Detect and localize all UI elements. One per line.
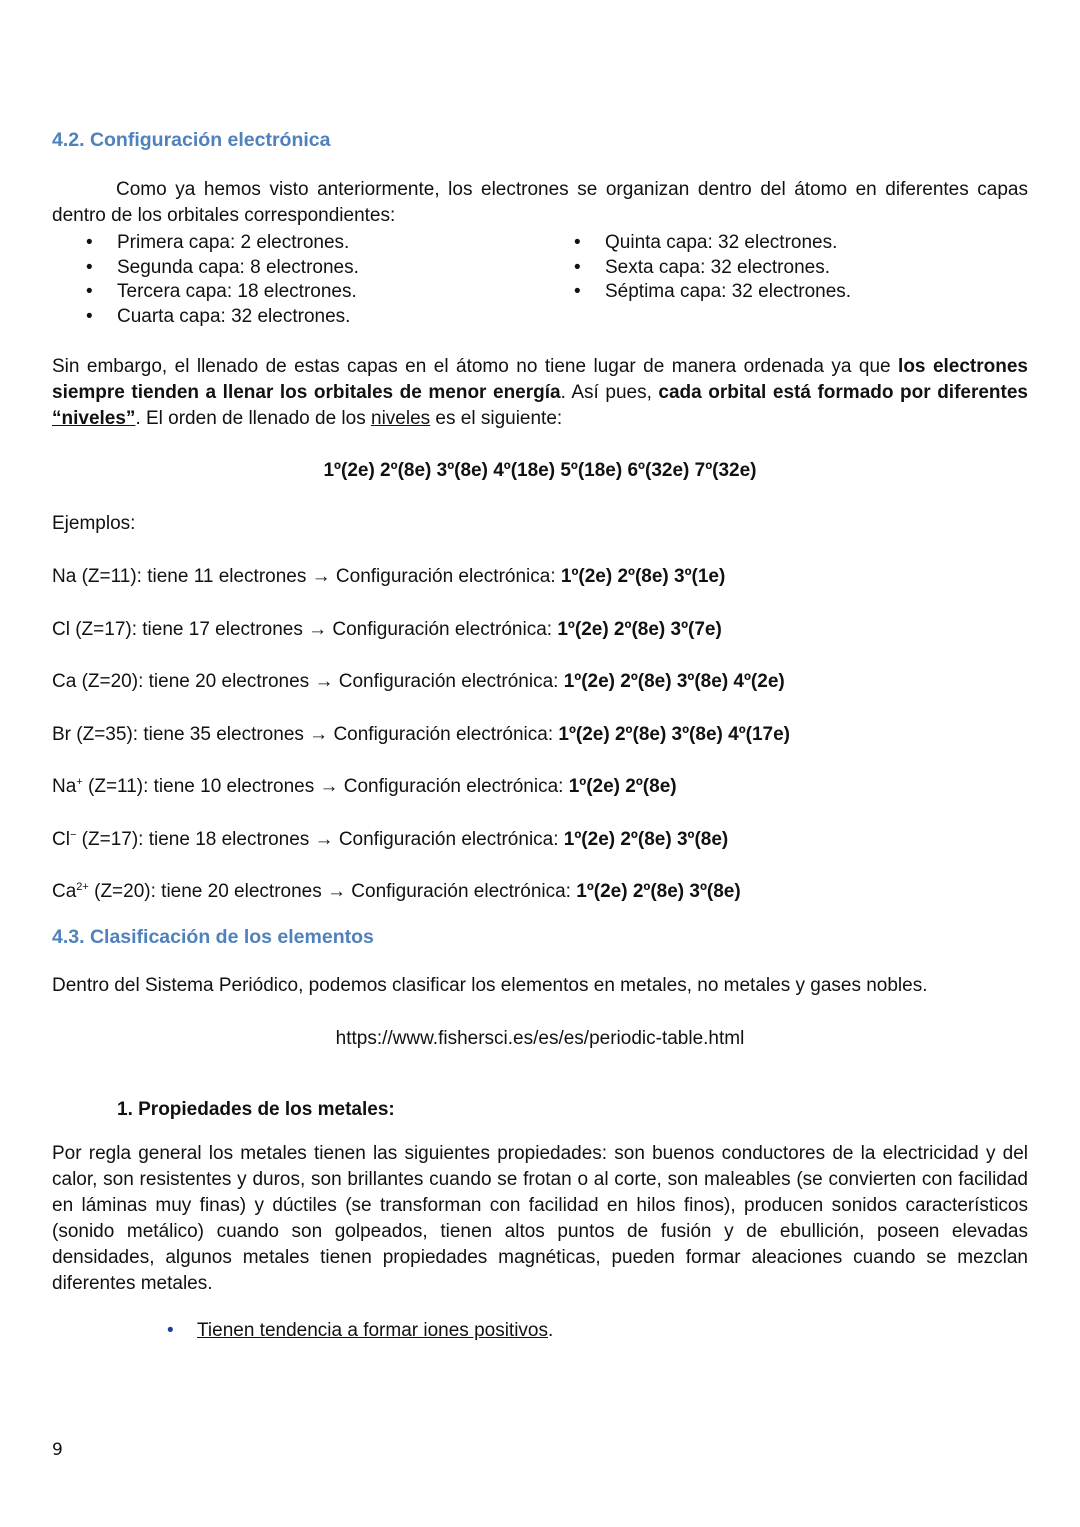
section-heading-4-2: 4.2. Configuración electrónica	[52, 129, 331, 151]
example-line	[52, 829, 1028, 851]
filling-paragraph	[52, 354, 1028, 432]
ion-charge: −	[69, 828, 77, 841]
example-text: (Z=17): tiene 17 electrones → Configuración electrónica:	[69, 618, 558, 640]
text: Sin embargo, el llenado de estas capas en el átomo no tiene lugar de manera ordenada ya que	[52, 356, 899, 377]
classification-intro: Dentro del Sistema Periódico, podemos clasificar los elementos en metales, no metales y gases nobles.	[52, 975, 928, 996]
electron-configuration: 1º(2e) 2º(8e)	[568, 776, 677, 797]
example-text: (Z=20): tiene 20 electrones → Configuración electrónica:	[76, 671, 564, 692]
metals-subheading: 1. Propiedades de los metales:	[117, 1099, 395, 1120]
metals-bullet	[52, 1320, 1028, 1342]
electron-configuration: 1º(2e) 2º(8e) 3º(7e)	[557, 618, 722, 640]
element-symbol: Br	[52, 723, 71, 745]
example-text: (Z=35): tiene 35 electrones → Configuración electrónica:	[71, 723, 559, 745]
shell-list-right	[540, 231, 1028, 329]
shell-capacity-lists	[52, 231, 1028, 329]
section-heading-4-3: 4.3. Clasificación de los elementos	[52, 926, 374, 948]
example-line	[52, 671, 1028, 693]
text: es el siguiente:	[430, 408, 563, 429]
electron-configuration: 1º(2e) 2º(8e) 3º(1e)	[560, 566, 726, 587]
element-symbol: Cl	[52, 828, 70, 850]
examples-label: Ejemplos:	[52, 513, 136, 534]
element-symbol: Ca	[52, 671, 77, 692]
example-line	[52, 776, 1028, 798]
emphasis: los electrones siempre tienden a llenar los orbitales de menor energía	[52, 356, 1028, 403]
list-item: • Segunda capa: 8 electrones.	[52, 256, 540, 281]
element-symbol: Na	[52, 566, 77, 587]
list-item: • Séptima capa: 32 electrones.	[540, 280, 1028, 305]
underlined-text: niveles	[371, 408, 431, 429]
list-item: • Cuarta capa: 32 electrones.	[52, 305, 540, 330]
electron-configuration: 1º(2e) 2º(8e) 3º(8e)	[563, 828, 729, 850]
example-text: (Z=17): tiene 18 electrones → Configuración electrónica:	[76, 828, 564, 850]
electron-configuration: 1º(2e) 2º(8e) 3º(8e)	[576, 881, 741, 902]
element-symbol: Cl	[52, 618, 70, 640]
bullet-icon: •	[167, 1320, 174, 1341]
element-symbol: Ca	[52, 881, 77, 902]
list-item: • Tercera capa: 18 electrones.	[52, 280, 540, 305]
shell-list-left	[52, 231, 540, 329]
intro-paragraph: Como ya hemos visto anteriormente, los electrones se organizan dentro del átomo en diferentes capas dentro de los orbitales correspondientes:	[52, 179, 1028, 226]
emphasis: cada orbital está formado por diferentes	[658, 382, 1028, 403]
example-text: (Z=11): tiene 11 electrones → Configuración electrónica:	[76, 566, 561, 587]
example-line	[52, 619, 1028, 641]
filling-order: 1º(2e) 2º(8e) 3º(8e) 4º(18e) 5º(18e) 6º(32e) 7º(32e)	[323, 460, 757, 481]
periodic-table-link[interactable]: https://www.fishersci.es/es/es/periodic-table.html	[335, 1028, 745, 1049]
text: .	[548, 1320, 554, 1341]
element-symbol: Na	[52, 776, 77, 797]
example-line	[52, 881, 1028, 903]
electron-configuration: 1º(2e) 2º(8e) 3º(8e) 4º(17e)	[558, 723, 790, 745]
bullet-text: Tienen tendencia a formar iones positivos	[197, 1320, 548, 1341]
example-text: (Z=20): tiene 20 electrones → Configuración electrónica:	[88, 881, 577, 902]
example-text: (Z=11): tiene 10 electrones → Configuración electrónica:	[82, 776, 569, 797]
ion-charge: +	[76, 776, 83, 788]
electron-configuration: 1º(2e) 2º(8e) 3º(8e) 4º(2e)	[563, 671, 785, 692]
list-item: • Primera capa: 2 electrones.	[52, 231, 540, 256]
example-line	[52, 566, 1028, 588]
example-line	[52, 724, 1028, 746]
emphasis-underlined: “niveles”	[52, 408, 136, 429]
list-item: • Quinta capa: 32 electrones.	[540, 231, 1028, 256]
text: . El orden de llenado de los	[135, 408, 371, 429]
ion-charge: 2+	[76, 881, 89, 893]
metals-properties-paragraph: Por regla general los metales tienen las siguientes propiedades: son buenos conductores de la electricidad y del calor, son resistentes y duros, son brillantes cuando se frotan o al corte, son maleables (se convierten con facilidad en láminas muy finas) y dúctiles (se transforman con facilidad en hilos finos), producen sonidos característicos (sonido metálico) cuando son golpeados, tienen altos puntos de fusión y de ebullición, poseen elevadas densidades, algunos metales tienen propiedades magnéticas, pueden formar aleaciones cuando se mezclan diferentes metales.	[52, 1143, 1028, 1294]
page-number: 9	[52, 1440, 63, 1460]
text: . Así pues,	[560, 382, 659, 403]
list-item: • Sexta capa: 32 electrones.	[540, 256, 1028, 281]
